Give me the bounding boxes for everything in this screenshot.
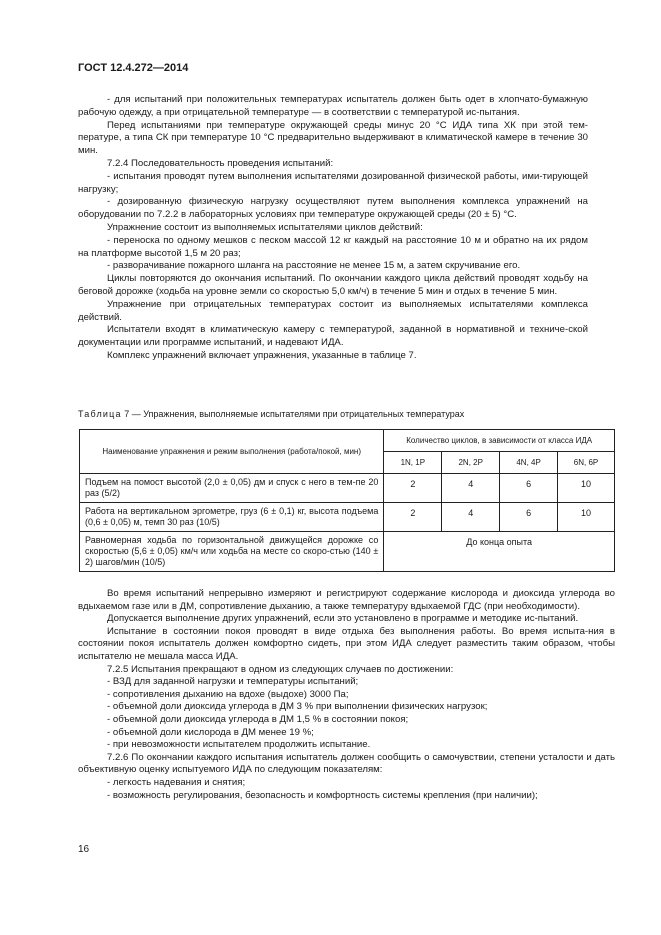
cycle-count: 2 bbox=[384, 474, 442, 503]
paragraph: - для испытаний при положительных температурах испытатель должен быть одет в хлопчато-бумажную рабочую одежду, а при отрицательной температуре — в соответствии с температурой ис-пытания. bbox=[78, 94, 588, 118]
list-item: - сопротивления дыханию на вдохе (выдохе) 3000 Па; bbox=[107, 688, 349, 700]
document-header: ГОСТ 12.4.272—2014 bbox=[78, 62, 189, 74]
exercise-table bbox=[79, 429, 615, 572]
cycle-count: 6 bbox=[500, 474, 558, 503]
paragraph: 7.2.5 Испытания прекращают в одном из следующих случаев по достижении: bbox=[107, 663, 454, 675]
paragraph: Испытатели входят в климатическую камеру с температурой, заданной в нормативной и техниче-ской документации или программе испытаний, и надевают ИДА. bbox=[78, 324, 588, 349]
class-header: 4N, 4P bbox=[500, 452, 558, 474]
paragraph: Циклы повторяются до окончания испытаний. По окончании каждого цикла действий проводят ходьбу на беговой дорожке (ходьба на уровне земли со скоростью 5,0 км/ч) в течение 5 мин и отдых в течение 5 мин. bbox=[78, 273, 588, 297]
paragraph: Упражнение при отрицательных температурах состоит из выполняемых испытателями комплекса действий. bbox=[78, 298, 588, 323]
merged-cycle-count: До конца опыта bbox=[384, 532, 615, 572]
cycle-count: 10 bbox=[558, 503, 615, 532]
paragraph: Упражнение состоит из выполняемых испытателями циклов действий: bbox=[107, 221, 423, 233]
list-item: - легкость надевания и снятия; bbox=[107, 776, 246, 788]
list-item: - ВЗД для заданной нагрузки и температуры испытаний; bbox=[107, 676, 359, 688]
table-row bbox=[80, 474, 615, 503]
list-item: - объемной доли диоксида углерода в ДМ 1,5 % в состоянии покоя; bbox=[107, 713, 409, 725]
list-item: - возможность регулирования, безопасность и комфортность системы крепления (при наличии); bbox=[107, 789, 538, 801]
class-header: 1N, 1P bbox=[384, 452, 442, 474]
exercise-name: Работа на вертикальном эргометре, груз (6 ± 0,1) кг, высота подъема (0,6 ± 0,05) м, темп 30 раз (10/5) bbox=[80, 503, 384, 532]
table-caption-text: 7 — Упражнения, выполняемые испытателями при отрицательных температурах bbox=[124, 409, 465, 419]
list-item: - при невозможности испытателем продолжить испытание. bbox=[107, 739, 371, 751]
cycle-count: 10 bbox=[558, 474, 615, 503]
paragraph: Допускается выполнение других упражнений, если это установлено в программе и методике ис-пытаний. bbox=[107, 613, 579, 625]
class-header: 2N, 2P bbox=[442, 452, 500, 474]
paragraph: 7.2.4 Последовательность проведения испытаний: bbox=[107, 157, 334, 169]
table-caption-label: Таблица bbox=[78, 409, 122, 419]
table-row bbox=[80, 503, 615, 532]
paragraph: Во время испытаний непрерывно измеряют и регистрируют содержание кислорода и диоксида углерода во вдыхаемом газе или в ДМ, сопротивление дыханию, а также температуру вдыхаемой ГДС (при необходимости). bbox=[78, 588, 615, 612]
col-group-header: Количество циклов, в зависимости от класса ИДА bbox=[384, 430, 615, 452]
cycle-count: 4 bbox=[442, 503, 500, 532]
paragraph: Перед испытаниями при температуре окружающей среды минус 20 °С ИДА типа ХК при этой тем-пературе, а типа СК при температуре 10 °С предварительно выдерживают в климатической камере в течение 30 мин. bbox=[78, 119, 588, 157]
table-row bbox=[80, 532, 615, 572]
cycle-count: 4 bbox=[442, 474, 500, 503]
table-header-row bbox=[80, 430, 615, 452]
exercise-name: Подъем на помост высотой (2,0 ± 0,05) дм и спуск с него в тем-пе 20 раз (5/2) bbox=[80, 474, 384, 503]
table-caption bbox=[78, 409, 464, 419]
list-item: - объемной доли кислорода в ДМ менее 19 %; bbox=[107, 726, 314, 738]
paragraph: - дозированную физическую нагрузку осуществляют путем выполнения комплекса упражнений на оборудовании по 7.2.2 в лабораторных условиях при температуре окружающей среды (20 ± 5) °С. bbox=[78, 196, 588, 221]
class-header: 6N, 6P bbox=[558, 452, 615, 474]
paragraph: Комплекс упражнений включает упражнения, указанные в таблице 7. bbox=[107, 349, 417, 361]
page-number: 16 bbox=[78, 844, 90, 855]
paragraph: Испытание в состоянии покоя проводят в виде отдыха без выполнения работы. Во время испыта-ния в состоянии покоя испытатель должен комфортно сидеть, при этом ИДА следует разместить таким образом, чтобы испытателю не мешала масса ИДА. bbox=[78, 625, 615, 662]
cycle-count: 6 bbox=[500, 503, 558, 532]
exercise-name: Равномерная ходьба по горизонтальной движущейся дорожке со скоростью (5,6 ± 0,05) км/ч или ходьба на месте со скоро-стью (140 ± 2) шагов/мин (10/5) bbox=[80, 532, 384, 572]
paragraph: - переноска по одному мешков с песком массой 12 кг каждый на расстояние 10 м и обратно на их рядом на платформе высотой 1,5 м 20 раз; bbox=[78, 234, 588, 259]
col-name-header: Наименование упражнения и режим выполнения (работа/покой, мин) bbox=[80, 430, 384, 474]
cycle-count: 2 bbox=[384, 503, 442, 532]
body-text-top bbox=[78, 94, 588, 363]
body-text-bottom bbox=[78, 588, 615, 802]
paragraph: 7.2.6 По окончании каждого испытания испытатель должен сообщить о самочувствии, степени усталости и дать объективную оценку испытуемого ИДА по следующим показателям: bbox=[78, 751, 615, 776]
list-item: - объемной доли диоксида углерода в ДМ 3 % при выполнении физических нагрузок; bbox=[107, 701, 488, 713]
paragraph: - разворачивание пожарного шланга на расстояние не менее 15 м, а затем скручивание его. bbox=[107, 260, 521, 272]
paragraph: - испытания проводят путем выполнения испытателями дозированной физической работы, ими-тирующей нагрузку; bbox=[78, 170, 588, 195]
